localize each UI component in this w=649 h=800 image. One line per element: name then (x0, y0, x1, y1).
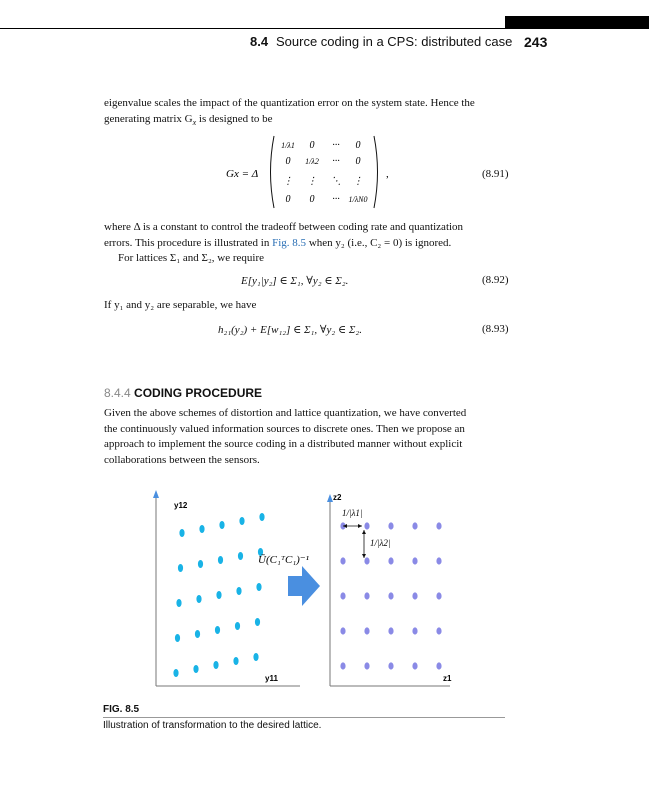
matrix-entry: ··· (332, 156, 340, 167)
lattice-point (340, 662, 345, 669)
matrix-equation (226, 132, 396, 212)
lattice-point (238, 552, 243, 560)
figure-link[interactable]: Fig. 8.5 (272, 236, 307, 249)
lattice-point (364, 662, 369, 669)
lattice-illustration (140, 488, 470, 698)
where-text: when y₂ (i.e., C₂ = 0) is ignored. (306, 236, 452, 249)
left-y-label: y12 (174, 501, 188, 510)
lattice-point (412, 662, 417, 669)
lattice-point (436, 662, 441, 669)
lattice-point (195, 630, 200, 638)
lattice-point (175, 634, 180, 642)
lattice-point (218, 556, 223, 564)
running-title: Source coding in a CPS: distributed case (276, 34, 513, 49)
lattice-point (364, 522, 369, 529)
lattice-point (233, 657, 238, 665)
equation-number: (8.92) (482, 274, 509, 286)
lattice-point (412, 522, 417, 529)
lattice-point (173, 669, 178, 677)
matrix-entry: ⋮ (283, 176, 293, 187)
left-y-arrowhead (153, 490, 159, 498)
coding-line: the continuously valued information sources to discrete ones. Then we propose an (104, 422, 465, 435)
matrix-entry: 0 (309, 140, 315, 151)
header-bar (505, 16, 649, 28)
section-number: 8.4 (250, 34, 269, 49)
matrix-entry: 0 (285, 156, 291, 167)
right-x-label: z1 (443, 674, 452, 683)
intro-line: eigenvalue scales the impact of the quantization error on the system state. Hence the (104, 97, 475, 109)
coding-paragraph (104, 406, 504, 468)
lattice-point (235, 622, 240, 630)
intro-paragraph (104, 96, 504, 130)
subsection-heading (104, 386, 262, 400)
matrix-entry: ⋮ (307, 176, 317, 187)
equation-8-92: E[y₁|y₂] ∈ Σ₁, ∀y₂ ∈ Σ₂. (241, 275, 349, 287)
lattice-point (259, 513, 264, 521)
lattice-point (193, 665, 198, 673)
intro-text: is designed to be (196, 112, 273, 125)
lattice-point (179, 529, 184, 537)
where-line: For lattices Σ₁ and Σ₂, we require (118, 252, 265, 264)
lattice-point (388, 592, 393, 599)
right-lattice (340, 522, 441, 669)
lattice-point (199, 525, 204, 533)
lattice-point (196, 595, 201, 603)
lattice-point (239, 517, 244, 525)
header-rule (0, 28, 649, 29)
lattice-point (236, 587, 241, 595)
lattice-point (253, 653, 258, 661)
lattice-point (436, 592, 441, 599)
matrix-entry: 1/λ1 (281, 141, 295, 150)
matrix-entry: ··· (332, 140, 340, 151)
matrix-entry: ··· (332, 194, 340, 205)
page-number: 243 (524, 34, 548, 50)
separable-line: If y₁ and y₂ are separable, we have (104, 299, 257, 311)
matrix-cells (281, 140, 367, 205)
lattice-point (178, 564, 183, 572)
lattice-point (364, 592, 369, 599)
caption-rule (103, 717, 505, 718)
matrix-entry: ⋱ (331, 176, 341, 187)
figure-8-5 (140, 488, 470, 703)
matrix-entry: 0 (355, 156, 361, 167)
lattice-point (388, 557, 393, 564)
matrix-entry: 1/λ2 (305, 157, 319, 166)
intro-line (104, 112, 504, 131)
lattice-point (364, 627, 369, 634)
transform-label: Ū(C₁ᵀC₁)⁻¹ (258, 554, 309, 566)
lattice-point (176, 599, 181, 607)
transform-arrow (288, 566, 320, 606)
lattice-point (340, 592, 345, 599)
right-y-label: z2 (333, 493, 342, 502)
lattice-point (216, 591, 221, 599)
lattice-point (412, 557, 417, 564)
right-paren (374, 136, 378, 208)
equation-8-93: h₂₁(y₂) + E[w₁₂] ∈ Σ₁, ∀y₂ ∈ Σ₂. (218, 324, 362, 336)
intro-text: generating matrix G (104, 112, 193, 125)
lattice-point (364, 557, 369, 564)
lattice-point (340, 627, 345, 634)
spacing-arrowhead (358, 524, 362, 528)
lattice-point (256, 583, 261, 591)
figure-label: FIG. 8.5 (103, 704, 140, 715)
lattice-point (412, 627, 417, 634)
coding-line: Given the above schemes of distortion and lattice quantization, we have converted (104, 407, 467, 419)
spacing-label-1: 1/|λ1| (342, 508, 363, 518)
where-line (104, 236, 504, 252)
lattice-point (213, 661, 218, 669)
figure-caption: Illustration of transformation to the desired lattice. (103, 720, 322, 731)
matrix-entry: ⋮ (353, 176, 363, 187)
matrix-entry: 1/λN0 (348, 195, 368, 204)
lattice-point (255, 618, 260, 626)
matrix-entry: 0 (285, 194, 291, 205)
lattice-point (388, 522, 393, 529)
spacing-arrowhead (362, 554, 366, 558)
lattice-point (215, 626, 220, 634)
equation-number: (8.93) (482, 323, 509, 335)
where-paragraph (104, 220, 504, 267)
lattice-point (436, 557, 441, 564)
spacing-arrowhead (362, 530, 366, 534)
equation-number: (8.91) (482, 168, 509, 180)
comma: , (386, 168, 389, 180)
lattice-point (198, 560, 203, 568)
coding-line: approach to implement the source coding in a distributed manner without explicit (104, 438, 463, 450)
left-lattice (173, 513, 264, 677)
matrix-entry: 0 (309, 194, 315, 205)
matrix-entry: 0 (355, 140, 361, 151)
coding-line: collaborations between the sensors. (104, 453, 260, 466)
lattice-point (412, 592, 417, 599)
subsection-title: CODING PROCEDURE (134, 386, 263, 400)
left-x-label: y11 (265, 674, 278, 683)
matrix-lhs: Gx = Δ (226, 168, 259, 180)
where-text: errors. This procedure is illustrated in (104, 236, 273, 249)
subsection-number: 8.4.4 (104, 386, 131, 400)
lattice-point (340, 557, 345, 564)
lattice-point (219, 521, 224, 529)
lattice-point (388, 662, 393, 669)
spacing-label-2: 1/|λ2| (370, 538, 391, 548)
subscript: x (192, 117, 197, 127)
lattice-point (436, 627, 441, 634)
lattice-point (388, 627, 393, 634)
lattice-point (436, 522, 441, 529)
left-paren (271, 136, 275, 208)
where-line: where Δ is a constant to control the tradeoff between coding rate and quantization (104, 221, 464, 233)
